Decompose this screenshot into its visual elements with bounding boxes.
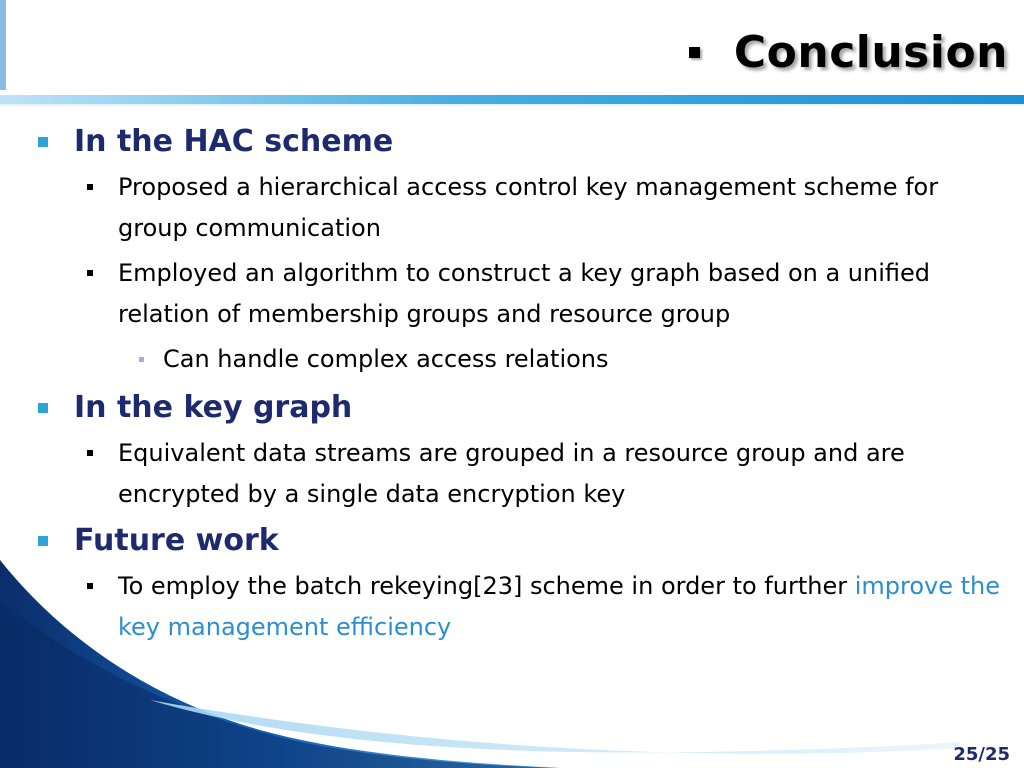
small-square-bullet-icon — [87, 450, 93, 456]
section-heading — [0, 120, 1024, 164]
bullet-item — [0, 253, 1024, 335]
bullet-item-text: To employ the batch rekeying[23] scheme in order to further — [118, 572, 848, 600]
square-bullet-icon — [38, 536, 48, 546]
bullet-item — [0, 433, 1024, 515]
page-number: 25/25 — [953, 744, 1010, 765]
section-heading-text: In the HAC scheme — [74, 124, 394, 159]
title-bullet-icon — [689, 47, 700, 58]
section-heading — [0, 519, 1024, 563]
bullet-item-text: Proposed a hierarchical access control key management scheme for group communication — [118, 173, 939, 242]
sub-bullet-item — [0, 339, 1024, 380]
tiny-square-bullet-icon — [139, 357, 144, 362]
small-square-bullet-icon — [87, 583, 93, 589]
bullet-item — [0, 566, 1024, 648]
title-divider-edge — [0, 104, 1024, 106]
bullet-item — [0, 167, 1024, 249]
slide-content — [0, 118, 1024, 652]
square-bullet-icon — [38, 137, 48, 147]
sub-bullet-item-text: Can handle complex access relations — [163, 345, 609, 373]
section-heading-text: Future work — [74, 523, 279, 558]
section-heading-text: In the key graph — [74, 390, 353, 425]
bullet-item-text: Employed an algorithm to construct a key graph based on a unified relation of membership groups and resource group — [118, 259, 931, 328]
highlighted-text: improve the key management efficiency — [118, 572, 1001, 641]
title-divider-bar — [0, 95, 1024, 104]
square-bullet-icon — [38, 403, 48, 413]
section-heading — [0, 386, 1024, 430]
bullet-item-text: Equivalent data streams are grouped in a resource group and are encrypted by a single data encryption key — [118, 439, 905, 508]
small-square-bullet-icon — [87, 184, 93, 190]
slide-title: Conclusion — [733, 26, 1008, 78]
small-square-bullet-icon — [87, 270, 93, 276]
title-row — [689, 22, 1008, 82]
